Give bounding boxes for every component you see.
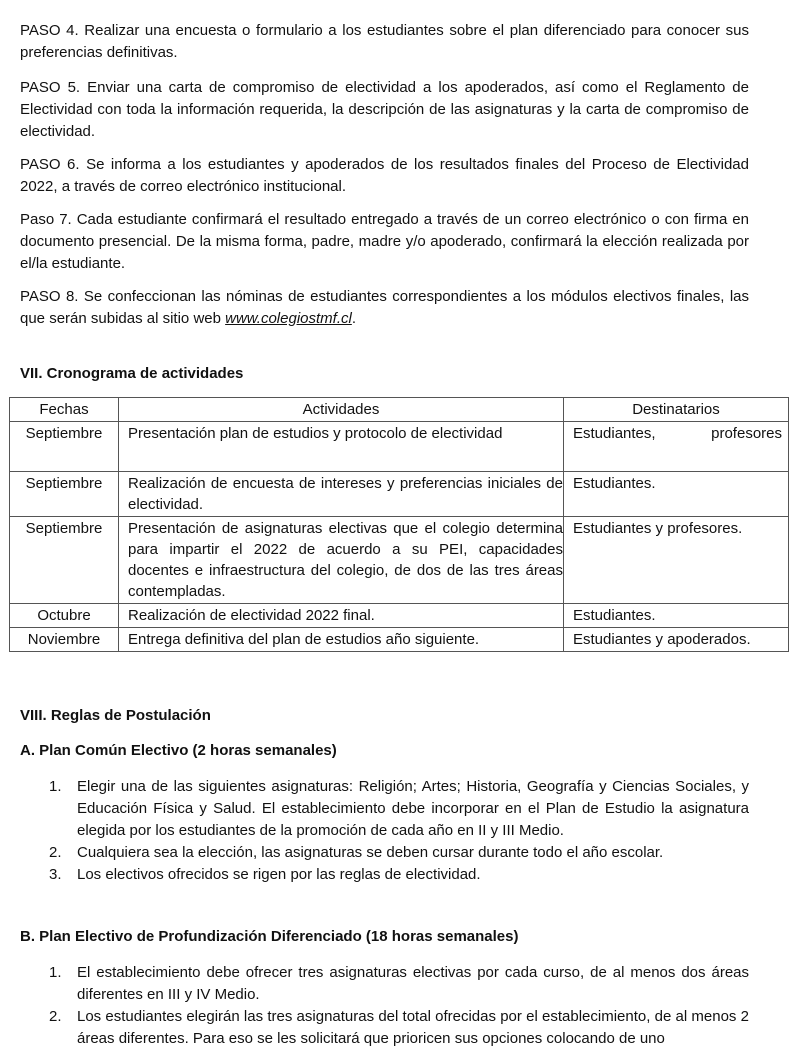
subsection-a-title: A. Plan Común Electivo (2 horas semanales): [20, 742, 337, 759]
row-fecha: Septiembre: [10, 517, 119, 604]
dest-part-b: profesores: [711, 425, 782, 442]
list-item-number: 1.: [49, 964, 62, 981]
row-destinatarios: Estudiantes y apoderados.: [564, 628, 789, 652]
row-fecha: Octubre: [10, 604, 119, 628]
list-item: [20, 864, 749, 886]
paso-8-paragraph: [20, 286, 749, 330]
row-destinatarios: Estudiantes.: [564, 604, 789, 628]
row-destinatarios: [564, 422, 789, 472]
table-row: [10, 517, 789, 604]
plan-comun-rules-list: [20, 776, 749, 886]
row-actividad: Presentación de asignaturas electivas que el colegio determina para impartir el 2022 de acuerdo a su PEI, capacidades docentes e infraestructura del colegio, de dos de las tres áreas contempladas.: [119, 517, 564, 604]
list-item-text: Elegir una de las siguientes asignaturas: Religión; Artes; Historia, Geografía y Ciencias Sociales, y Educación Física y Salud. El establecimiento debe incorporar en el Plan de Estudio la asignatura elegida por los estudiantes de la promoción de cada año en II y III Medio.: [77, 778, 749, 839]
subsection-b-title: B. Plan Electivo de Profundización Diferenciado (18 horas semanales): [20, 928, 519, 945]
list-item-text: Los electivos ofrecidos se rigen por las reglas de electividad.: [77, 866, 481, 883]
list-item-number: 1.: [49, 778, 62, 795]
row-actividad: Realización de encuesta de intereses y preferencias iniciales de electividad.: [119, 472, 564, 517]
row-fecha: Noviembre: [10, 628, 119, 652]
plan-electivo-rules-list: [20, 962, 749, 1050]
list-item: [20, 842, 749, 864]
row-actividad: Realización de electividad 2022 final.: [119, 604, 564, 628]
table-row: [10, 604, 789, 628]
header-actividades: Actividades: [119, 398, 564, 422]
row-destinatarios: Estudiantes.: [564, 472, 789, 517]
list-item-number: 3.: [49, 866, 62, 883]
list-item-text: El establecimiento debe ofrecer tres asignaturas electivas por cada curso, de al menos dos áreas diferentes en III y IV Medio.: [77, 964, 749, 1003]
paso-5-paragraph: PASO 5. Enviar una carta de compromiso de electividad a los apoderados, así como el Reglamento de Electividad con toda la información requerida, la descripción de las asignaturas y la carta de compromiso de electividad.: [20, 79, 749, 140]
section-8-title: VIII. Reglas de Postulación: [20, 707, 211, 724]
row-fecha: Septiembre: [10, 472, 119, 517]
header-fechas: Fechas: [10, 398, 119, 422]
paso-4-paragraph: PASO 4. Realizar una encuesta o formulario a los estudiantes sobre el plan diferenciado para conocer sus preferencias definitivas.: [20, 22, 749, 61]
row-actividad: Entrega definitiva del plan de estudios año siguiente.: [119, 628, 564, 652]
paso-7-paragraph: Paso 7. Cada estudiante confirmará el resultado entregado a través de un correo electrónico o con firma en documento presencial. De la misma forma, padre, madre y/o apoderado, confirmará la elección realizada por el/la estudiante.: [20, 211, 749, 272]
list-item: [20, 776, 749, 842]
list-item-number: 2.: [49, 844, 62, 861]
paso-8-end: .: [351, 310, 356, 327]
header-destinatarios: Destinatarios: [564, 398, 789, 422]
table-row: [10, 628, 789, 652]
section-7-title: VII. Cronograma de actividades: [20, 365, 244, 382]
table-row: [10, 422, 789, 472]
list-item-text: Los estudiantes elegirán las tres asignaturas del total ofrecidas por el establecimiento, de al menos 2 áreas diferentes. Para eso se les solicitará que prioricen sus opciones colocando de uno: [77, 1008, 749, 1047]
list-item-text: Cualquiera sea la elección, las asignaturas se deben cursar durante todo el año escolar.: [77, 844, 664, 861]
schedule-table: [9, 397, 789, 652]
list-item: [20, 962, 749, 1006]
list-item-number: 2.: [49, 1008, 62, 1025]
list-item: [20, 1006, 749, 1050]
paso-6-paragraph: PASO 6. Se informa a los estudiantes y apoderados de los resultados finales del Proceso de Electividad 2022, a través de correo electrónico institucional.: [20, 156, 749, 195]
row-destinatarios: Estudiantes y profesores.: [564, 517, 789, 604]
table-header-row: [10, 398, 789, 422]
paso-8-text: PASO 8. Se confeccionan las nóminas de estudiantes correspondientes a los módulos electivos finales, las que serán subidas al sitio web: [20, 288, 749, 327]
row-actividad: Presentación plan de estudios y protocolo de electividad: [119, 422, 564, 472]
dest-part-a: Estudiantes,: [573, 425, 656, 442]
table-row: [10, 472, 789, 517]
website-link[interactable]: www.colegiostmf.cl: [225, 310, 352, 327]
row-fecha: Septiembre: [10, 422, 119, 472]
